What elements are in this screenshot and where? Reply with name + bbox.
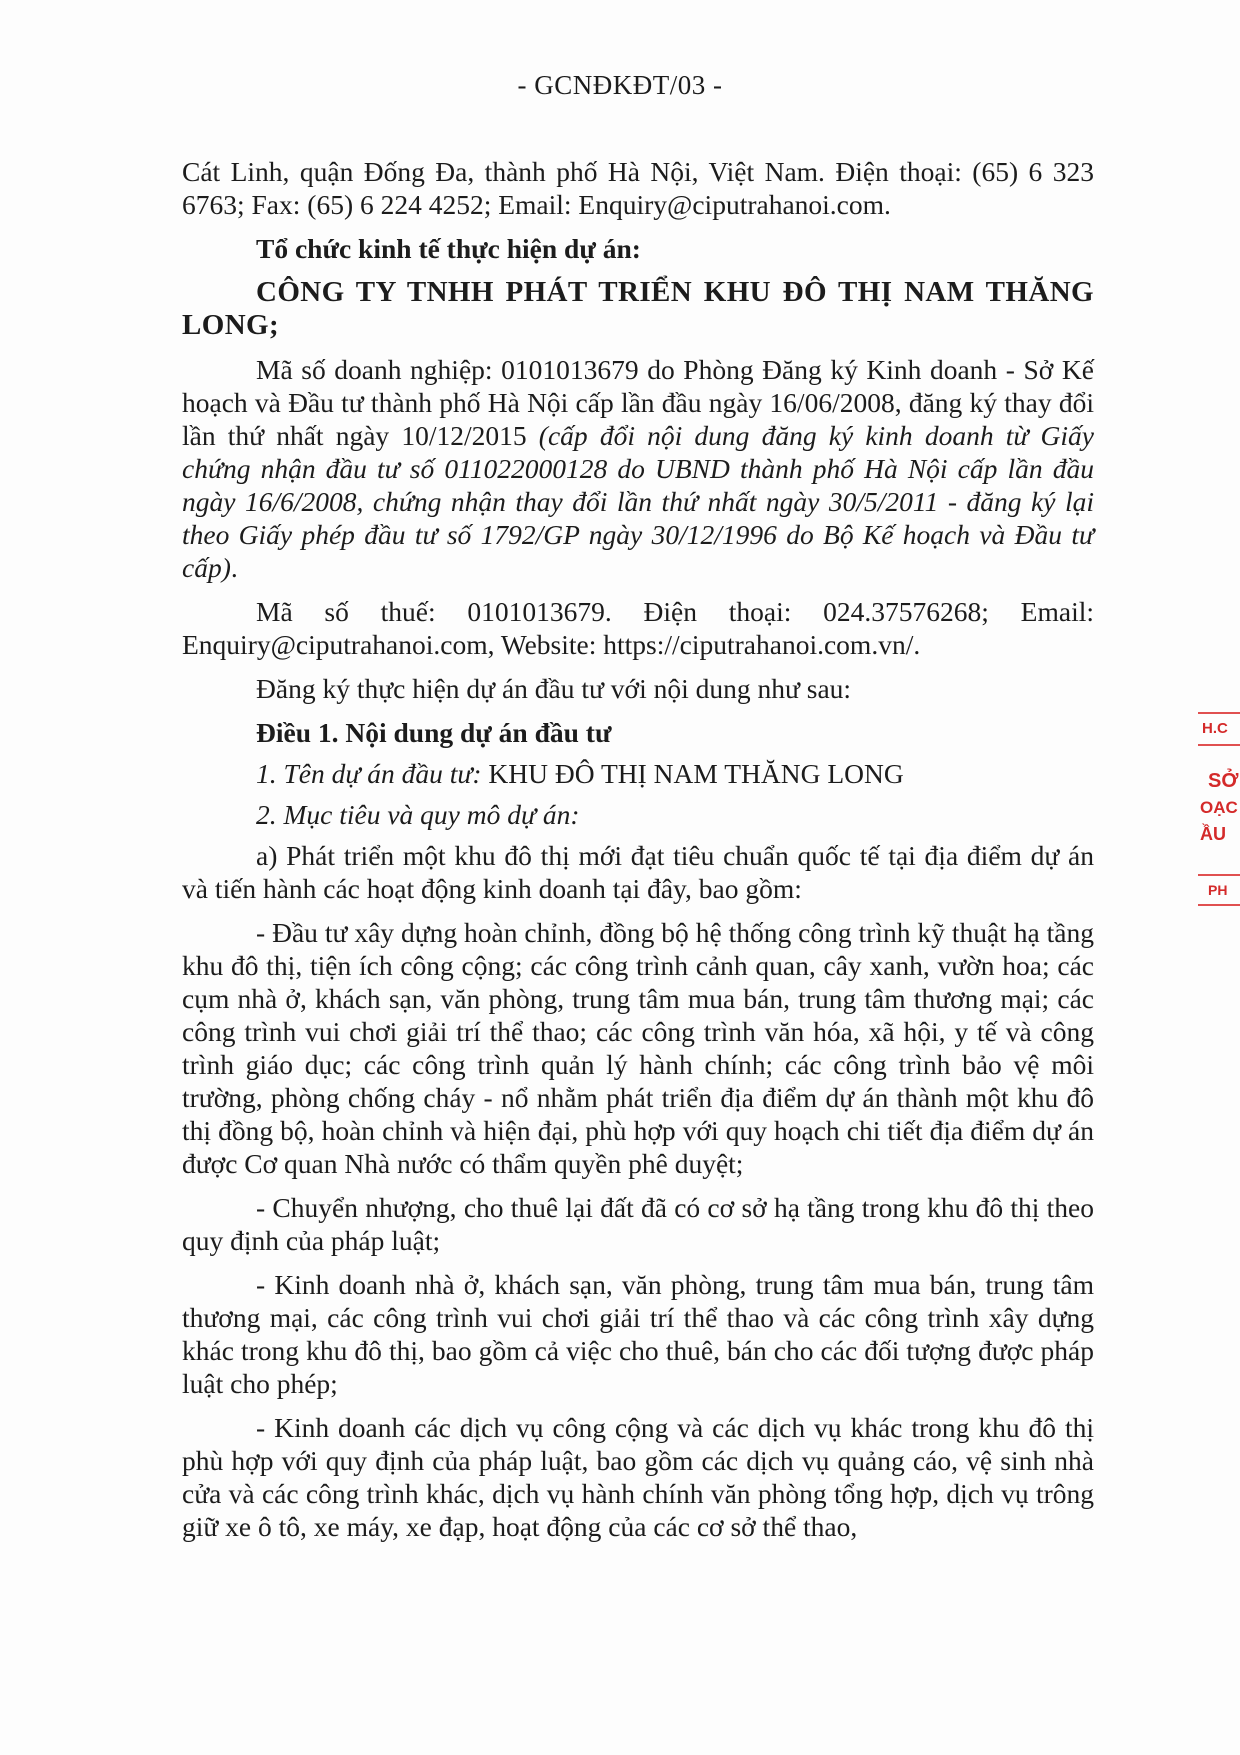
article-1-title: Điều 1. Nội dung dự án đầu tư bbox=[256, 717, 612, 748]
tax-contact: Mã số thuế: 0101013679. Điện thoại: 024.37576268; Email: Enquiry@ciputrahanoi.com, Website: https://ciputrahanoi.com.vn/. bbox=[182, 596, 1094, 660]
company-name: CÔNG TY TNHH PHÁT TRIỂN KHU ĐÔ THỊ NAM THĂNG LONG; bbox=[182, 276, 1094, 341]
address-continuation: Cát Linh, quận Đống Đa, thành phố Hà Nội, Việt Nam. Điện thoại: (65) 6 323 6763; Fax: (65) 6 224 4252; Email: Enquiry@ciputrahanoi.com. bbox=[182, 156, 1094, 220]
stamp-text: ẦU bbox=[1200, 824, 1226, 844]
enterprise-code-text: Mã số doanh nghiệp: 0101013679 do Phòng Đăng ký Kinh doanh - Sở Kế hoạch và Đầu tư thành phố Hà Nội cấp lần đầu ngày 16/06/2008, đăng ký thay đổi lần thứ nhất ngày 10/12/2015 bbox=[182, 354, 1094, 451]
org-heading: Tổ chức kinh tế thực hiện dự án: bbox=[256, 233, 641, 264]
list-item: - Kinh doanh nhà ở, khách sạn, văn phòng, trung tâm mua bán, trung tâm thương mại, các công trình vui chơi giải trí thể thao và các công trình xây dựng khác trong khu đô thị, bao gồm cả việc cho thuê, bán cho các đối tượng được pháp luật cho phép; bbox=[182, 1269, 1094, 1399]
stamp-text: OẠC bbox=[1200, 798, 1238, 817]
document-body bbox=[182, 155, 1094, 1554]
registration-intro: Đăng ký thực hiện dự án đầu tư với nội dung như sau: bbox=[256, 673, 852, 704]
stamp-text: H.C bbox=[1202, 720, 1228, 737]
enterprise-code-paragraph bbox=[182, 353, 1094, 584]
enterprise-code-note: (cấp đổi nội dung đăng ký kinh doanh từ Giấy chứng nhận đầu tư số 011022000128 do UBND thành phố Hà Nội cấp lần đầu ngày 16/6/2008, chứng nhận thay đổi lần thứ nhất ngày 30/5/2011 - đăng ký lại theo Giấy phép đầu tư số 1792/GP ngày 30/12/1996 do Bộ Kế hoạch và Đầu tư cấp) bbox=[182, 420, 1095, 583]
red-stamp-fragment bbox=[1196, 710, 1240, 920]
objectives-label: 2. Mục tiêu và quy mô dự án: bbox=[256, 799, 580, 830]
document-code-header: - GCNĐKĐT/03 - bbox=[517, 70, 723, 100]
project-name-value: KHU ĐÔ THỊ NAM THĂNG LONG bbox=[481, 758, 904, 789]
enterprise-code-end: . bbox=[230, 552, 238, 583]
list-item: - Chuyển nhượng, cho thuê lại đất đã có cơ sở hạ tầng trong khu đô thị theo quy định của pháp luật; bbox=[182, 1192, 1094, 1256]
project-name-label: 1. Tên dự án đầu tư: bbox=[256, 758, 482, 789]
stamp-text: PH bbox=[1208, 882, 1228, 898]
objective-a: a) Phát triển một khu đô thị mới đạt tiêu chuẩn quốc tế tại địa điểm dự án và tiến hành các hoạt động kinh doanh tại đây, bao gồm: bbox=[182, 840, 1094, 904]
list-item: - Kinh doanh các dịch vụ công cộng và các dịch vụ khác trong khu đô thị phù hợp với quy định của pháp luật, bao gồm các dịch vụ quảng cáo, vệ sinh nhà cửa và các công trình khác, dịch vụ hành chính văn phòng tổng hợp, dịch vụ trông giữ xe ô tô, xe máy, xe đạp, hoạt động của các cơ sở thể thao, bbox=[182, 1412, 1094, 1542]
stamp-text: SỞ bbox=[1208, 770, 1239, 792]
list-item: - Đầu tư xây dựng hoàn chỉnh, đồng bộ hệ thống công trình kỹ thuật hạ tầng khu đô thị, tiện ích công cộng; các công trình cảnh quan, cây xanh, vườn hoa; các cụm nhà ở, khách sạn, văn phòng, trung tâm mua bán, trung tâm thương mại; các công trình vui chơi giải trí thể thao; các công trình văn hóa, xã hội, y tế và công trình giáo dục; các công trình quản lý hành chính; các công trình bảo vệ môi trường, phòng chống cháy - nổ nhằm phát triển địa điểm dự án thành một khu đô thị đồng bộ, hoàn chỉnh và hiện đại, phù hợp với quy hoạch chi tiết địa điểm dự án được Cơ quan Nhà nước có thẩm quyền phê duyệt; bbox=[182, 917, 1094, 1179]
project-name bbox=[182, 757, 1094, 790]
